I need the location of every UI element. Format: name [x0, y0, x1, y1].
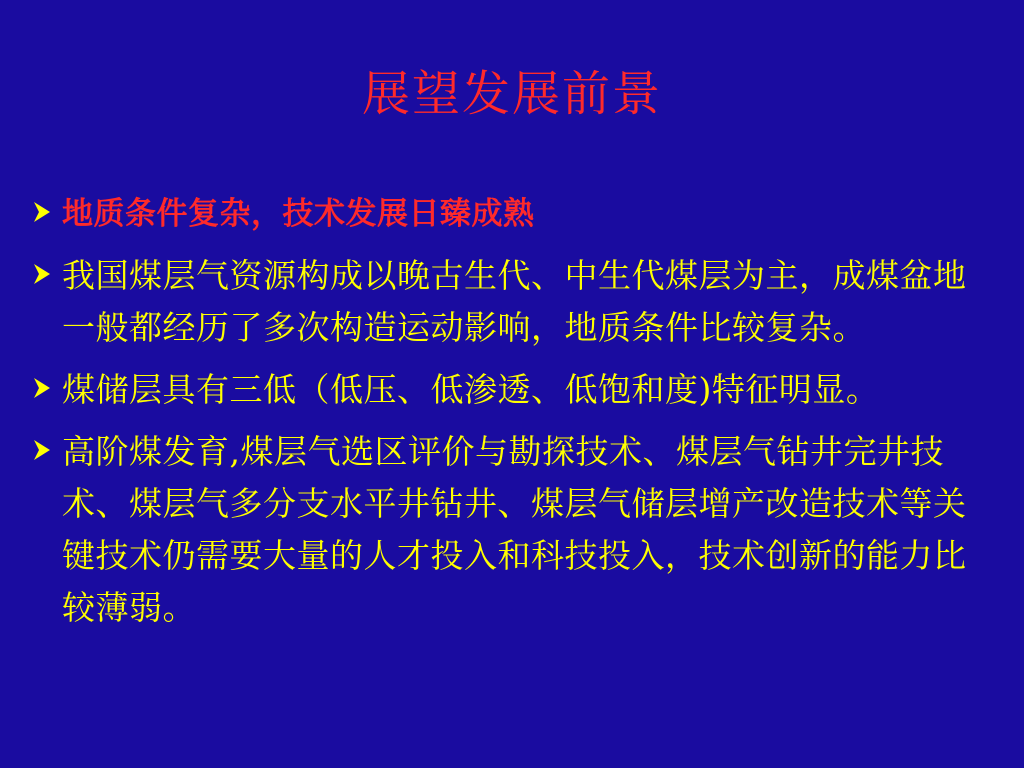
- arrow-bullet-icon: [22, 188, 62, 236]
- bullet-item: [22, 364, 997, 416]
- bullet-text: 我国煤层气资源构成以晚古生代、中生代煤层为主，成煤盆地一般都经历了多次构造运动影响，地质条件比较复杂。: [62, 256, 967, 347]
- bullet-item: [22, 250, 997, 354]
- bullet-text: 高阶煤发育,煤层气选区评价与勘探技术、煤层气钻井完井技术、煤层气多分支水平井钻井、煤层气储层增产改造技术等关键技术仍需要大量的人才投入和科技投入，技术创新的能力比较薄弱。: [62, 432, 967, 627]
- arrow-bullet-icon: [22, 364, 62, 412]
- arrow-bullet-icon: [22, 426, 62, 474]
- bullet-text: 地质条件复杂，技术发展日臻成熟: [62, 196, 535, 232]
- arrow-bullet-icon: [22, 250, 62, 298]
- bullet-item: [22, 426, 997, 634]
- bullet-text: 煤储层具有三低（低压、低渗透、低饱和度)特征明显。: [62, 370, 880, 409]
- bullet-item: [22, 188, 997, 240]
- slide-title: 展望发展前景: [361, 66, 662, 122]
- bullet-list: [22, 188, 997, 644]
